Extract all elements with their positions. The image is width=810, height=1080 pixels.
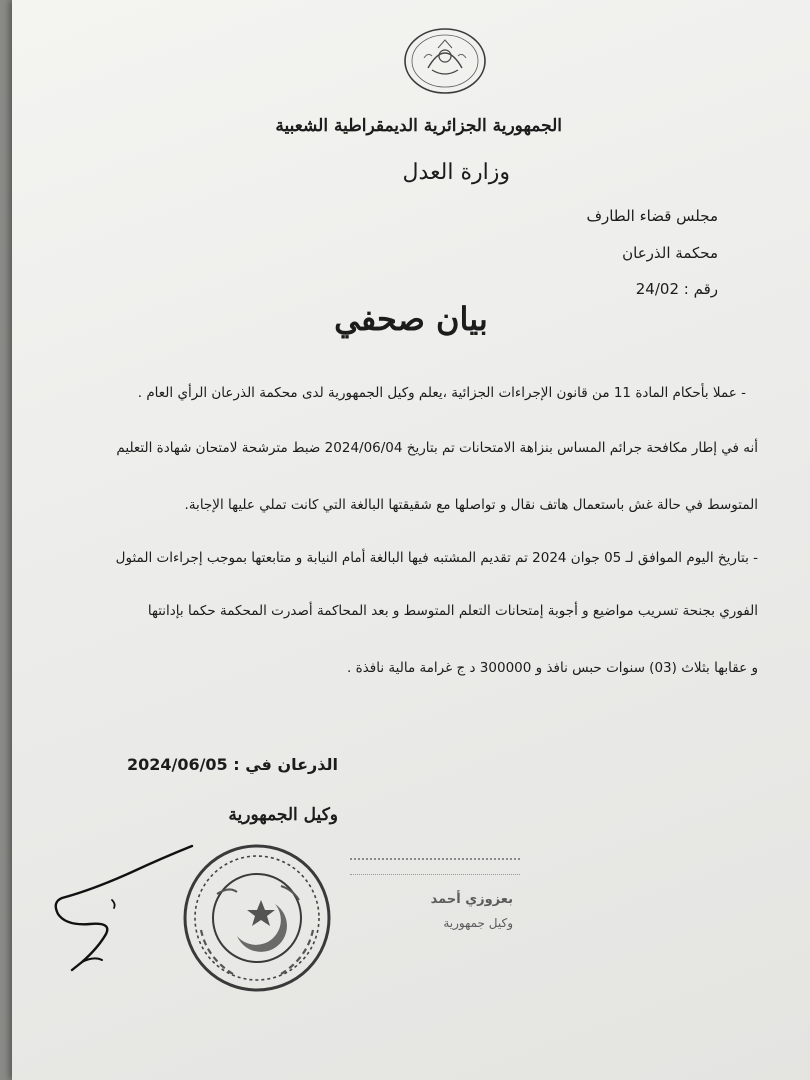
body-line: أنه في إطار مكافحة جرائم المساس بنزاهة الامتحانات تم بتاريخ 2024/06/04 ضبط مترشحة لامتحان شهادة التعليم [116,440,758,456]
body-line: و عقابها بثلاث (03) سنوات حبس نافذ و 300000 د ج غرامة مالية نافذة . [347,660,758,676]
prosecutor-stamp [342,858,517,938]
stamp-name: بعزوزي أحمد [430,892,513,907]
prosecutor-title: وكيل الجمهورية [228,805,338,825]
republic-heading: الجمهورية الجزائرية الديمقراطية الشعبية [275,116,562,136]
stamp-rule [350,858,520,875]
republic-emblem-icon [402,26,488,96]
reference-number: رقم : 24/02 [635,280,718,298]
ministry-heading: وزارة العدل [402,160,510,185]
stamp-title: وكيل جمهورية [443,916,513,930]
body-line: - بتاريخ اليوم الموافق لـ 05 جوان 2024 تم تقديم المشتبه فيها البالغة أمام النيابة و متابعتها بموجب إجراءات المثول [115,550,758,566]
body-line: - عملا بأحكام المادة 11 من قانون الإجراءات الجزائية ،يعلم وكيل الجمهورية لدى محكمة الذرعان الرأي العام . [137,385,746,401]
court-label: محكمة الذرعان [622,244,718,262]
date-line: الذرعان في : 2024/06/05 [126,755,338,774]
document-page [12,0,810,1080]
body-line: المتوسط في حالة غش باستعمال هاتف نقال و تواصلها مع شقيقتها البالغة التي كانت تملي عليها الإجابة. [184,497,758,513]
court-seal-icon [177,838,337,998]
document-title: بيان صحفي [334,300,488,338]
body-line: الفوري بجنحة تسريب مواضيع و أجوبة إمتحانات التعلم المتوسط و بعد المحاكمة أصدرت المحكمة حكما بإدانتها [147,603,758,619]
council-label: مجلس قضاء الطارف [586,207,718,225]
